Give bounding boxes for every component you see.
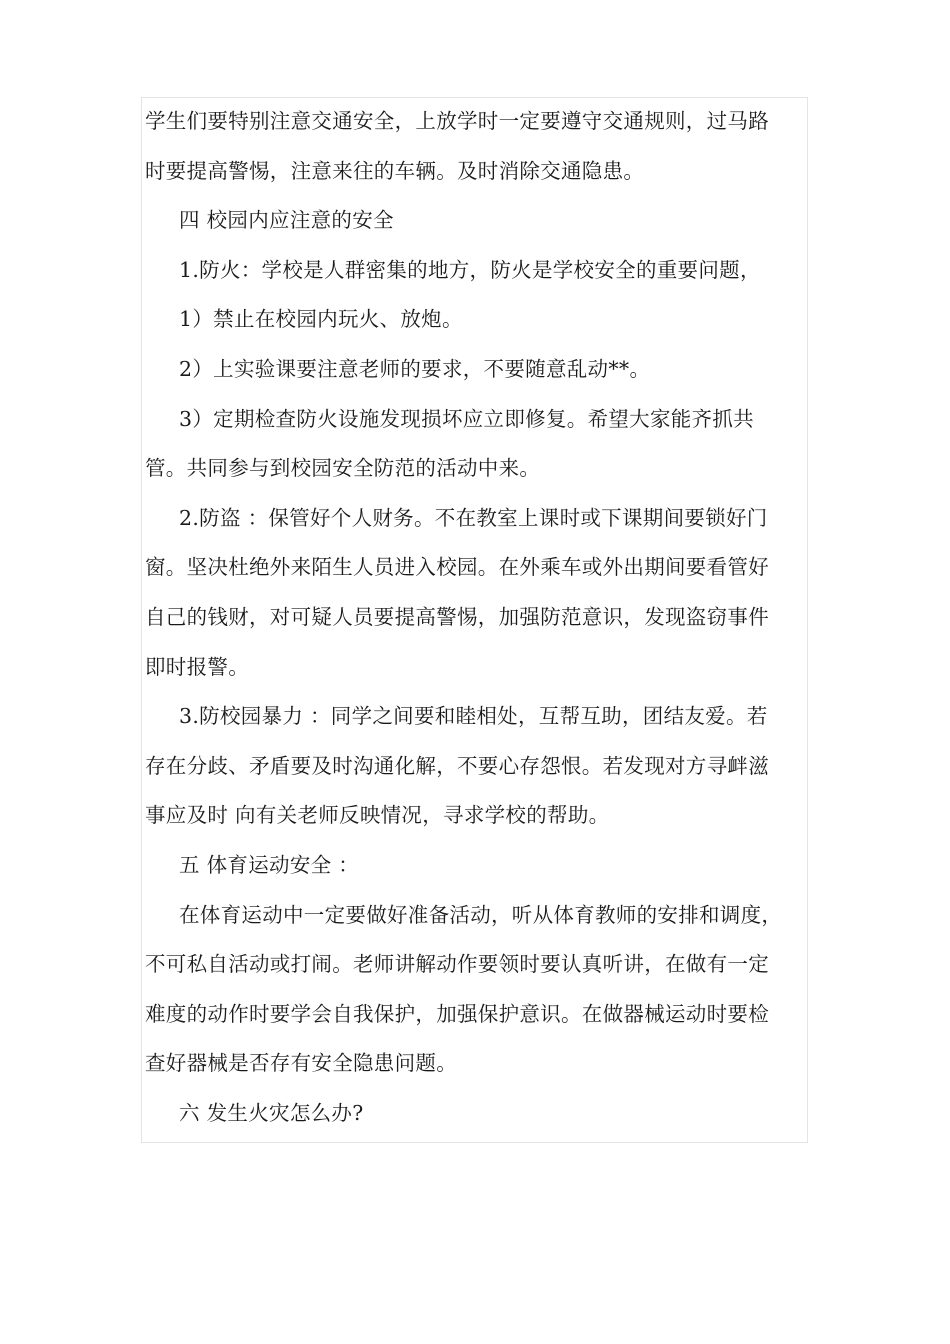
section-heading-4: 四 校园内应注意的安全 bbox=[179, 208, 394, 233]
text-line-18: 不可私自活动或打闹。老师讲解动作要领时要认真听讲，在做有一定 bbox=[145, 952, 769, 977]
text-line-8: 管。共同参与到校园安全防范的活动中来。 bbox=[145, 456, 541, 481]
fire-rule-2: 2）上实验课要注意老师的要求，不要随意乱动**。 bbox=[179, 356, 651, 381]
text-line-20: 查好器械是否存有安全隐患问题。 bbox=[145, 1051, 457, 1076]
text-line-11: 自己的钱财，对可疑人员要提高警惕，加强防范意识，发现盗窃事件 bbox=[145, 604, 769, 629]
text-line-19: 难度的动作时要学会自我保护，加强保护意识。在做器械运动时要检 bbox=[145, 1001, 769, 1026]
fire-rule-1: 1）禁止在校园内玩火、放炮。 bbox=[179, 307, 463, 332]
sports-safety-paragraph: 在体育运动中一定要做好准备活动，听从体育教师的安排和调度， bbox=[179, 902, 783, 927]
text-line-12: 即时报警。 bbox=[145, 654, 249, 679]
section-heading-5: 五 体育运动安全 ： bbox=[179, 852, 360, 877]
section-heading-6: 六 发生火灾怎么办? bbox=[179, 1100, 364, 1125]
fire-prevention-paragraph: 1.防火：学校是人群密集的地方，防火是学校安全的重要问题， bbox=[179, 257, 761, 282]
violence-prevention-paragraph: 3.防校园暴力 ：同学之间要和睦相处，互帮互助，团结友爱。若 bbox=[179, 704, 768, 729]
theft-prevention-paragraph: 2.防盗 ：保管好个人财务。不在教室上课时或下课期间要锁好门 bbox=[179, 505, 768, 530]
text-line-10: 窗。坚决杜绝外来陌生人员进入校园。在外乘车或外出期间要看管好 bbox=[145, 555, 769, 580]
text-line-15: 事应及时 向有关老师反映情况，寻求学校的帮助。 bbox=[145, 803, 610, 828]
text-line-14: 存在分歧、矛盾要及时沟通化解，不要心存怨恨。若发现对方寻衅滋 bbox=[145, 753, 769, 778]
text-line-2: 时要提高警惕，注意来往的车辆。及时消除交通隐患。 bbox=[145, 158, 645, 183]
document-body bbox=[145, 97, 817, 1138]
text-line-1: 学生们要特别注意交通安全，上放学时一定要遵守交通规则，过马路 bbox=[145, 109, 769, 133]
fire-rule-3: 3）定期检查防火设施发现损坏应立即修复。希望大家能齐抓共 bbox=[179, 406, 754, 431]
